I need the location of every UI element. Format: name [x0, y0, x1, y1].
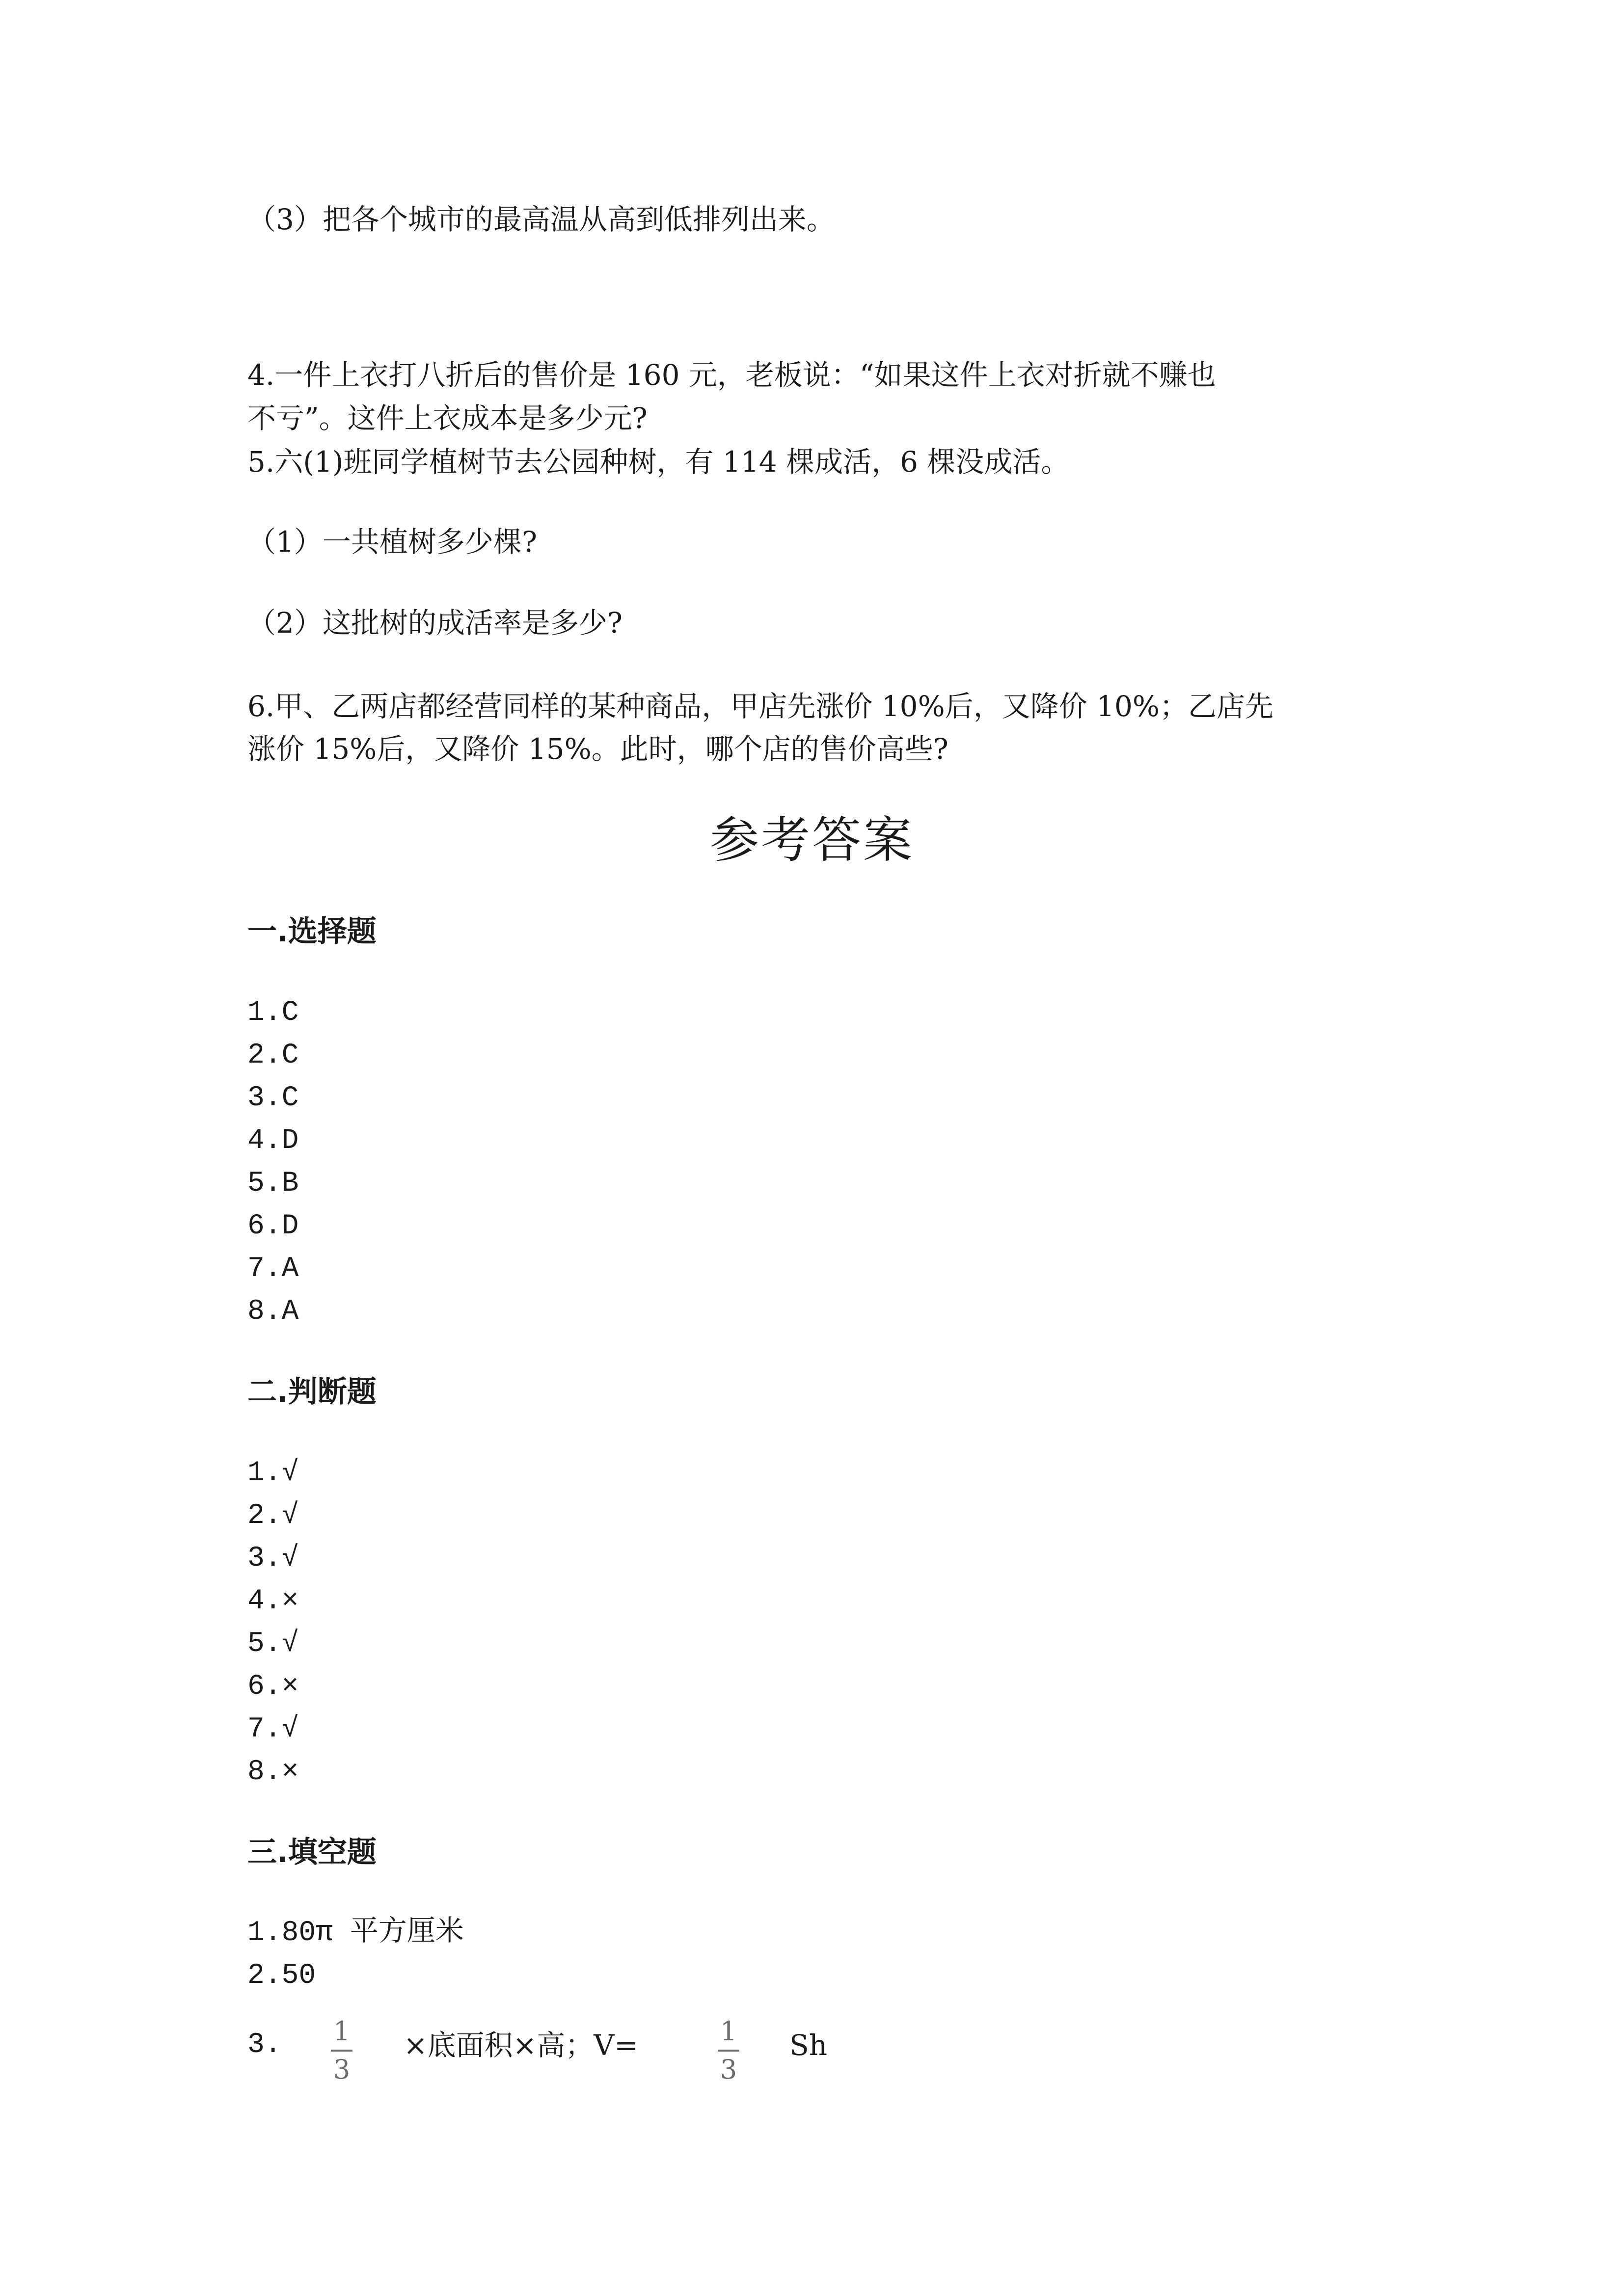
- answer-3-suffix: Sh: [789, 2029, 828, 2062]
- section-1-heading: 一.选择题: [247, 914, 377, 949]
- fraction-one-third: [327, 2018, 356, 2083]
- section-2-answer: 8.×: [247, 1756, 299, 1788]
- section-1-answer: 5.B: [247, 1168, 299, 1200]
- fraction-numerator: 1: [333, 2016, 351, 2047]
- section-1-answer: 1.C: [247, 997, 299, 1029]
- fraction-denominator: 3: [720, 2054, 737, 2085]
- fraction-denominator: 3: [333, 2054, 351, 2085]
- fraction-bar: [718, 2050, 739, 2052]
- question-5-part-2: （2）这批树的成活率是多少?: [247, 606, 623, 640]
- answer-3-middle: ×底面积×高；V=: [404, 2029, 638, 2062]
- question-6-line-2: 涨价 15%后，又降价 15%。此时，哪个店的售价高些?: [247, 732, 948, 766]
- section-1-answer: 3.C: [247, 1082, 299, 1114]
- section-1-answer: 6.D: [247, 1210, 299, 1242]
- section-2-answer: 1.√: [247, 1457, 299, 1489]
- question-4-line-1: 4.一件上衣打八折后的售价是 160 元，老板说：“如果这件上衣对折就不赚也: [247, 358, 1216, 392]
- section-2-answer: 7.√: [247, 1713, 299, 1745]
- fraction-one-third: [714, 2018, 743, 2083]
- fraction-bar: [331, 2050, 352, 2052]
- section-1-answer: 8.A: [247, 1296, 299, 1328]
- question-3-part-3: （3）把各个城市的最高温从高到低排列出来。: [247, 203, 835, 236]
- section-3-answer-1: 1.80π 平方厘米: [247, 1917, 464, 1949]
- question-4-line-2: 不亏”。这件上衣成本是多少元?: [247, 401, 648, 435]
- section-2-answer: 5.√: [247, 1628, 299, 1660]
- section-2-answer: 4.×: [247, 1585, 299, 1617]
- section-3-heading: 三.填空题: [247, 1835, 377, 1869]
- section-1-answer: 2.C: [247, 1040, 299, 1071]
- answer-key-title: 参考答案: [710, 811, 914, 869]
- section-2-answer: 2.√: [247, 1500, 299, 1532]
- section-3-answer-2: 2.50: [247, 1960, 316, 1992]
- question-5-part-1: （1）一共植树多少棵?: [247, 525, 537, 559]
- section-1-answer: 7.A: [247, 1253, 299, 1285]
- section-1-answer: 4.D: [247, 1125, 299, 1157]
- answer-3-prefix: 3.: [247, 2029, 282, 2061]
- question-6-line-1: 6.甲、乙两店都经营同样的某种商品，甲店先涨价 10%后，又降价 10%；乙店先: [247, 690, 1274, 723]
- question-5: 5.六(1)班同学植树节去公园种树，有 114 棵成活，6 棵没成活。: [247, 445, 1070, 479]
- fraction-numerator: 1: [720, 2016, 737, 2047]
- section-2-answer: 6.×: [247, 1671, 299, 1703]
- section-2-heading: 二.判断题: [247, 1375, 377, 1409]
- section-2-answer: 3.√: [247, 1543, 299, 1575]
